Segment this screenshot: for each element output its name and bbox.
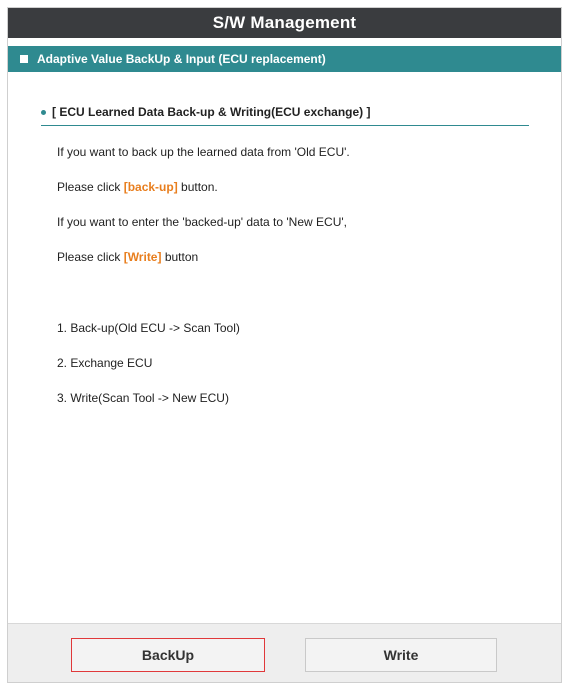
instruction-line-3: If you want to enter the 'backed-up' data to 'New ECU', <box>57 215 347 229</box>
instruction-line-2-post: button. <box>177 180 218 194</box>
dot-bullet-icon <box>41 110 46 115</box>
instruction-line-1: If you want to back up the learned data from 'Old ECU'. <box>57 145 350 159</box>
instruction-line-4-pre: Please click <box>57 250 124 264</box>
section-header <box>8 46 561 72</box>
button-bar <box>8 623 561 682</box>
content-heading <box>41 105 529 126</box>
step-item-1: 1. Back-up(Old ECU -> Scan Tool) <box>57 321 240 335</box>
window-title: S/W Management <box>8 8 561 38</box>
square-bullet-icon <box>20 55 28 63</box>
step-item-3: 3. Write(Scan Tool -> New ECU) <box>57 391 229 405</box>
step-item-2: 2. Exchange ECU <box>57 356 153 370</box>
instruction-line-4-post: button <box>161 250 199 264</box>
instruction-line-4 <box>57 250 198 264</box>
content-heading-text: [ ECU Learned Data Back-up & Writing(ECU exchange) ] <box>52 105 371 119</box>
write-button[interactable]: Write <box>305 638 497 672</box>
backup-keyword: [back-up] <box>123 180 178 194</box>
backup-button[interactable]: BackUp <box>71 638 265 672</box>
write-keyword: [Write] <box>123 250 162 264</box>
instruction-line-2-pre: Please click <box>57 180 124 194</box>
sw-management-window <box>7 7 562 683</box>
instruction-line-2 <box>57 180 218 194</box>
section-title: Adaptive Value BackUp & Input (ECU replacement) <box>37 52 326 66</box>
